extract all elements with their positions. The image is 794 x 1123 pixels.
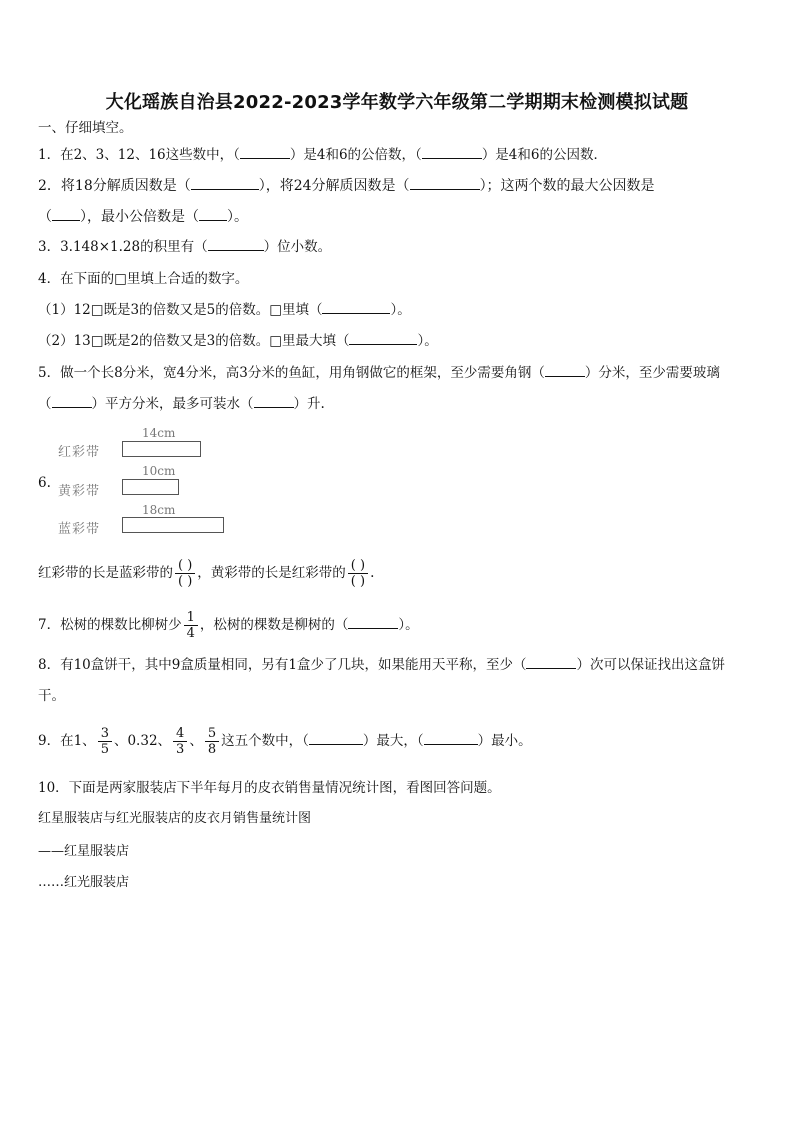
fraction-denominator: 8 [205,741,219,757]
fraction [205,726,219,757]
q7-text-b: ，松树的棵数是柳树的（ [199,617,349,633]
answer-blank[interactable] [208,238,264,251]
question-2 [38,177,655,195]
fraction-numerator: ( ) [350,558,366,573]
fraction [98,726,112,757]
question-8 [38,656,725,674]
q2-text-f: ）。 [227,209,248,225]
q4-sub1-text: （1）12□既是3的倍数又是5的倍数。□里填（ [38,302,323,318]
fraction-numerator: ( ) [178,558,193,573]
fraction-numerator: 4 [176,726,185,741]
fraction-blank[interactable] [348,558,368,589]
answer-blank[interactable] [322,301,390,314]
q9-text-b: 、0.32、 [113,733,172,749]
ribbon-red-length: 14cm [142,426,176,440]
q9-text-d: 这五个数中，（ [221,733,309,749]
answer-blank[interactable] [199,208,227,221]
fraction-denominator: 4 [184,625,198,641]
question-5-cont [38,395,325,413]
question-2-cont [38,208,248,226]
ribbon-yellow-label: 黄彩带 [58,484,101,499]
answer-blank[interactable] [349,332,417,345]
q7-text-a: 7．松树的棵数比柳树少 [38,617,182,633]
ribbon-red-bar [122,441,201,457]
question-1 [38,146,607,164]
ribbon-blue-length: 18cm [142,503,176,517]
q6-text-c: . [370,565,375,581]
answer-blank[interactable] [545,364,585,377]
answer-blank[interactable] [424,732,478,745]
answer-blank[interactable] [422,146,482,159]
legend-hongxing: ——红星服装店 [38,844,130,859]
q2-text-e: ），最小公倍数是（ [80,209,199,225]
fraction [184,610,198,641]
answer-blank[interactable] [254,395,294,408]
q8-text-a: 8．有10盒饼干，其中9盒质量相同，另有1盒少了几块，如果能用天平称，至少（ [38,657,527,673]
answer-blank[interactable] [410,177,480,190]
q1-text-c: ）是4和6的公因数． [481,147,607,163]
q4-sub2-end: ）。 [417,333,438,349]
fraction-numerator: 5 [207,726,217,741]
question-4: 4．在下面的□里填上合适的数字。 [38,271,249,287]
answer-blank[interactable] [240,146,290,159]
question-4-sub1 [38,301,411,319]
ribbon-blue-label: 蓝彩带 [58,522,101,537]
question-3 [38,238,331,256]
q4-sub1-end: ）。 [390,302,411,318]
fraction-denominator: ( ) [175,573,195,589]
question-10: 10．下面是两家服装店下半年每月的皮衣销售量情况统计图，看图回答问题。 [38,780,501,796]
question-8-cont: 干。 [38,688,65,704]
q8-text-b: ）次可以保证找出这盒饼 [576,657,725,673]
ribbon-red-label: 红彩带 [58,445,101,460]
q9-text-f: ）最小。 [477,733,532,749]
q6-text-b: ，黄彩带的长是红彩带的 [197,565,346,581]
q1-text-a: 1．在2、3、12、16这些数中，（ [38,147,240,163]
q7-text-c: ）。 [398,617,419,633]
q6-text-a: 红彩带的长是蓝彩带的 [38,565,173,581]
legend-hongguang: ……红光服装店 [38,875,130,890]
q3-text-b: ）位小数。 [263,239,332,255]
fraction-denominator: 5 [98,741,112,757]
q9-text-e: ）最大，（ [362,733,424,749]
q3-text-a: 3．3.148×1.28的积里有（ [38,239,208,255]
question-9 [38,722,532,760]
question-5 [38,364,720,382]
answer-blank[interactable] [526,656,576,669]
question-4-sub2 [38,332,438,350]
answer-blank[interactable] [309,732,363,745]
section-heading: 一、仔细填空。 [38,120,133,136]
q2-text-a: 2．将18分解质因数是（ [38,178,191,194]
ribbon-yellow-bar [122,479,179,495]
page-title: 大化瑶族自治县2022-2023学年数学六年级第二学期期末检测模拟试题 [105,92,689,113]
q1-text-b: ）是4和6的公倍数，（ [289,147,422,163]
q2-text-d: （ [38,209,52,225]
q5-text-b: ）分米，至少需要玻璃 [584,365,720,381]
fraction [173,726,187,757]
answer-blank[interactable] [52,395,92,408]
q5-text-e: ）升. [293,396,325,412]
answer-blank[interactable] [52,208,80,221]
q5-text-c: （ [38,396,52,412]
answer-blank[interactable] [348,616,398,629]
q2-text-b: ），将24分解质因数是（ [258,178,410,194]
question-6 [38,556,374,590]
answer-blank[interactable] [191,177,259,190]
ribbon-blue-bar [122,517,224,533]
q9-text-a: 9．在1、 [38,733,96,749]
q5-text-a: 5．做一个长8分米，宽4分米，高3分米的鱼缸，用角钢做它的框架，至少需要角钢（ [38,365,545,381]
question-7 [38,608,419,642]
fraction-numerator: 3 [100,726,109,741]
q4-sub2-text: （2）13□既是2的倍数又是3的倍数。□里最大填（ [38,333,350,349]
ribbon-yellow-length: 10cm [142,464,176,478]
q2-text-c: ）；这两个数的最大公因数是 [479,178,655,194]
fraction-denominator: 3 [173,741,187,757]
fraction-blank[interactable] [175,558,195,589]
fraction-numerator: 1 [186,610,195,625]
question-6-number: 6. [38,475,51,491]
q9-text-c: 、 [189,733,203,749]
q5-text-d: ）平方分米，最多可装水（ [91,396,254,412]
fraction-denominator: ( ) [348,573,368,589]
chart-title: 红星服装店与红光服装店的皮衣月销售量统计图 [38,811,312,826]
